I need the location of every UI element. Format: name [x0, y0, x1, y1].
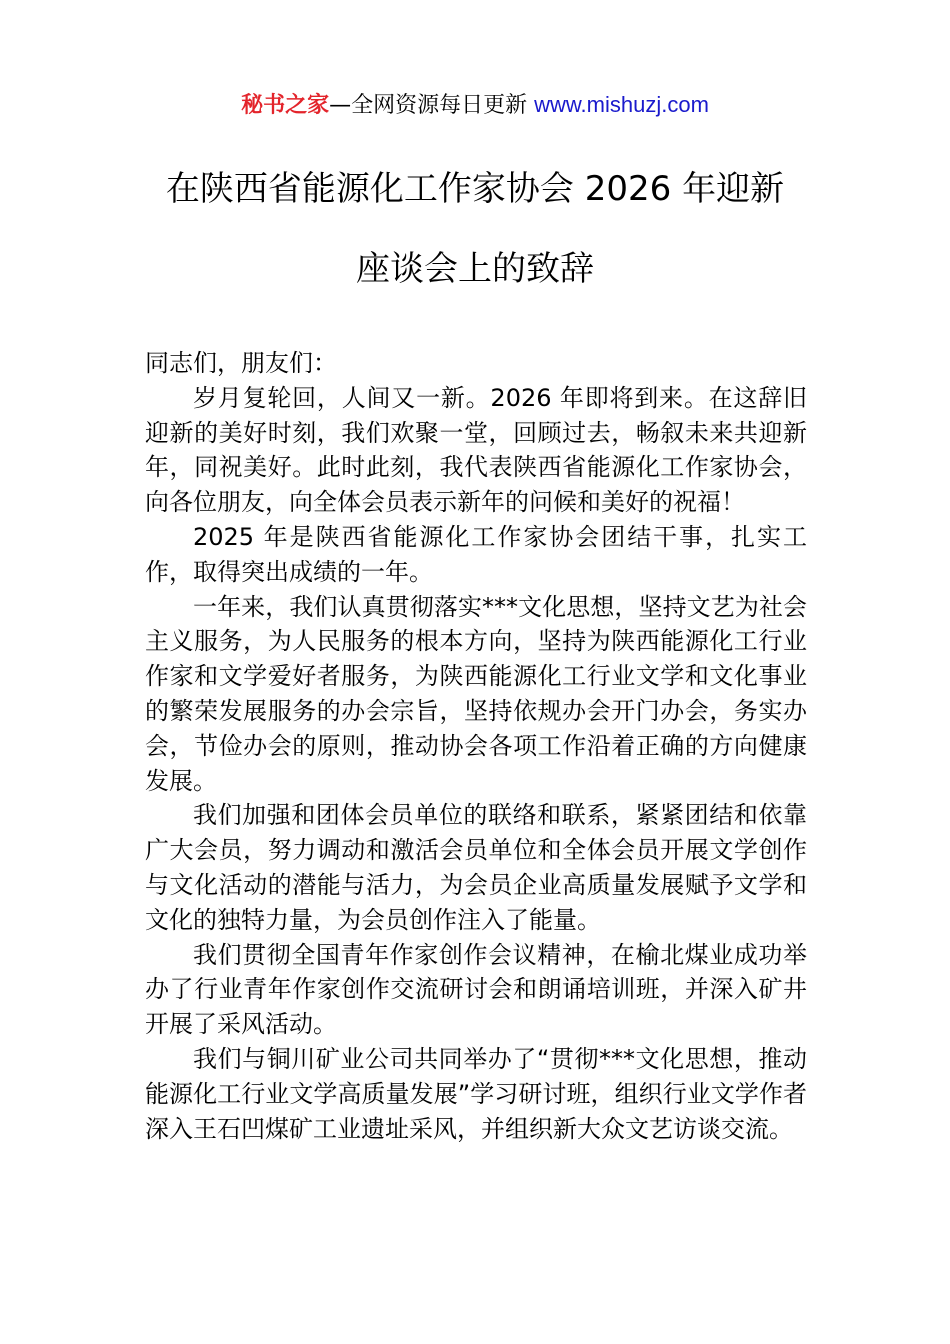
paragraph: 我们加强和团体会员单位的联络和联系，紧紧团结和依靠广大会员，努力调动和激活会员单位和全体会员开展文学创作与文化活动的潜能与活力，为会员企业高质量发展赋予文学和文化的独特力量，为会员创作注入了能量。 — [145, 801, 807, 934]
paragraph: 我们与铜川矿业公司共同举办了“贯彻***文化思想，推动能源化工行业文学高质量发展”学习研讨班，组织行业文学作者深入王石凹煤矿工业遗址采风，并组织新大众文艺访谈交流。 — [145, 1044, 807, 1143]
document-body — [145, 346, 807, 1146]
paragraph: 2025 年是陕西省能源化工作家协会团结干事，扎实工作，取得突出成绩的一年。 — [145, 522, 807, 586]
salutation: 同志们，朋友们： — [145, 349, 337, 377]
site-url-link[interactable]: www.mishuzj.com — [534, 92, 709, 117]
brand-name: 秘书之家 — [241, 93, 330, 118]
paragraph: 岁月复轮回，人间又一新。2026 年即将到来。在这辞旧迎新的美好时刻，我们欢聚一堂，回顾过去，畅叙未来共迎新年，同祝美好。此时此刻，我代表陕西省能源化工作家协会，向各位朋友，向全体会员表示新年的问候和美好的祝福！ — [145, 383, 807, 517]
title-line-2: 座谈会上的致辞 — [356, 249, 594, 289]
document-title — [120, 166, 830, 292]
paragraph: 我们贯彻全国青年作家创作会议精神，在榆北煤业成功举办了行业青年作家创作交流研讨会和朗诵培训班，并深入矿井开展了采风活动。 — [145, 940, 807, 1039]
paragraph: 一年来，我们认真贯彻落实***文化思想，坚持文艺为社会主义服务，为人民服务的根本方向，坚持为陕西能源化工行业作家和文学爱好者服务，为陕西能源化工行业文学和文化事业的繁荣发展服务的办会宗旨，坚持依规办会开门办会，务实办会，节俭办会的原则，推动协会各项工作沿着正确的方向健康发展。 — [145, 592, 807, 795]
title-line-1: 在陕西省能源化工作家协会 2026 年迎新 — [165, 169, 785, 209]
site-header — [0, 88, 950, 123]
site-tagline: —全网资源每日更新 — [329, 93, 535, 118]
